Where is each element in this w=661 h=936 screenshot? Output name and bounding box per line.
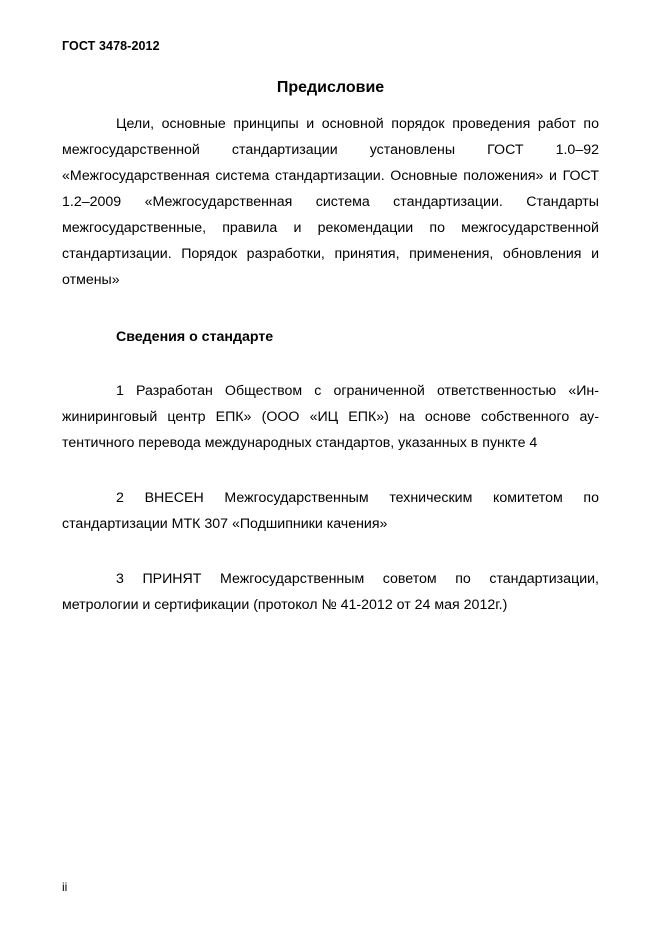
standard-info-item-1: 1 Разработан Обществом с ограниченной ответственностью «Инжиниринговый центр ЕПК» (ООО «ИЦ ЕПК») на основе собственного аутентичного перевода международных стандартов, указанных в пункте 4 xyxy=(62,383,599,451)
standard-info-item-2: 2 ВНЕСЕН Межгосударственным техническим комитетом по стандартизации МТК 307 «Подшипники качения» xyxy=(62,490,599,532)
page-title xyxy=(0,79,661,97)
page-number: ii xyxy=(62,880,68,894)
page-title-text: Предисловие xyxy=(276,79,385,96)
document-code-header: ГОСТ 3478-2012 xyxy=(62,39,160,53)
standard-info-item-3: 3 ПРИНЯТ Межгосударственным советом по стандартизации, метрологии и сертификации (протокол № 41-2012 от 24 мая 2012г.) xyxy=(62,571,599,613)
preface-paragraph: Цели, основные принципы и основной порядок проведения работ по межгосударственной стандартизации установлены ГОСТ 1.0–92 «Межгосударственная система стандартизации. Основные положения» и ГОСТ 1.2–2009 «Межгосударственная система стандартизации. Стандарты межгосударственные, правила и рекомендации по межгосударственной стандартизации. Порядок разработки, принятия, применения, обновления и отмены» xyxy=(62,116,599,288)
section-heading: Сведения о стандарте xyxy=(116,329,274,345)
